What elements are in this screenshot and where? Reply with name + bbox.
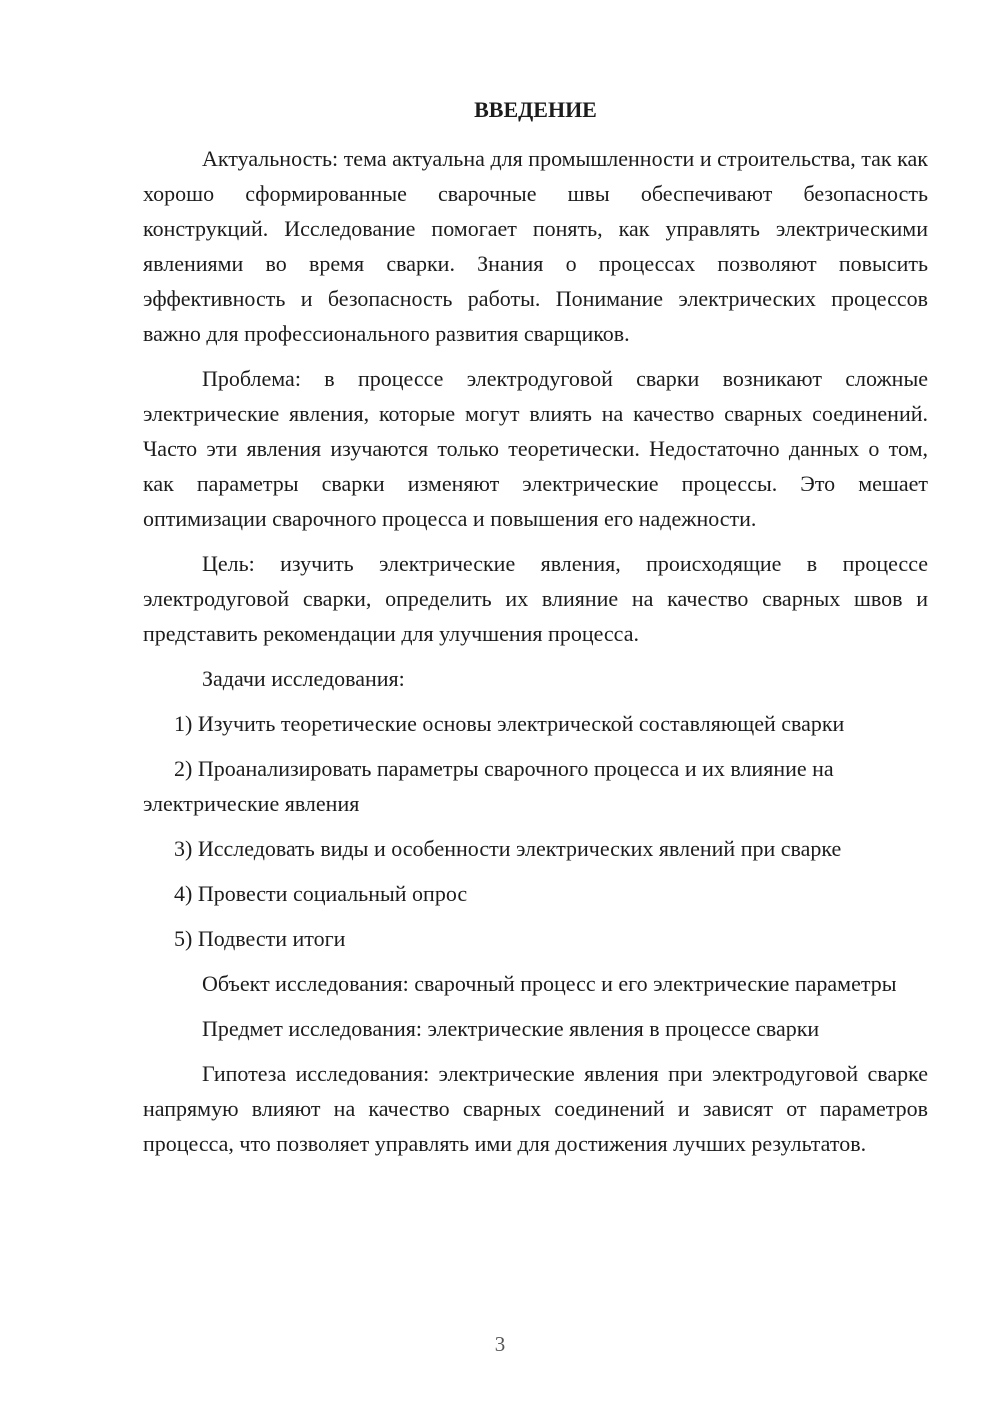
subject-paragraph: Предмет исследования: электрические явления в процессе сварки <box>202 1016 820 1041</box>
list-item: 5) Подвести итоги <box>174 926 346 951</box>
list-item: 3) Исследовать виды и особенности электрических явлений при сварке <box>174 836 842 861</box>
tasks-list <box>143 706 928 956</box>
problem-paragraph: Проблема: в процессе электродуговой сварки возникают сложные электрические явления, которые могут влиять на качество сварных соединений. Часто эти явления изучаются только теоретически. Недостаточно данных о том, как параметры сварки изменяют электрические процессы. Это мешает оптимизации сварочного процесса и повышения его надежности. <box>143 366 928 531</box>
relevance-paragraph: Актуальность: тема актуальна для промышленности и строительства, так как хорошо сформированные сварочные швы обеспечивают безопасность конструкций. Исследование помогает понять, как управлять электрическими явлениями во время сварки. Знания о процессах позволяют повысить эффективность и безопасность работы. Понимание электрических процессов важно для профессионального развития сварщиков. <box>143 146 928 346</box>
page-title: ВВЕДЕНИЕ <box>474 97 597 122</box>
document-page <box>143 95 928 1171</box>
hypothesis-paragraph: Гипотеза исследования: электрические явления при электродуговой сварке напрямую влияют на качество сварных соединений и зависят от параметров процесса, что позволяет управлять ими для достижения лучших результатов. <box>143 1061 928 1156</box>
list-item: 2) Проанализировать параметры сварочного процесса и их влияние на электрические явления <box>143 756 834 816</box>
object-paragraph: Объект исследования: сварочный процесс и его электрические параметры <box>202 971 897 996</box>
goal-paragraph: Цель: изучить электрические явления, происходящие в процессе электродуговой сварки, определить их влияние на качество сварных швов и представить рекомендации для улучшения процесса. <box>143 551 928 646</box>
list-item: 4) Провести социальный опрос <box>174 881 468 906</box>
page-number: 3 <box>494 1332 506 1356</box>
list-item: 1) Изучить теоретические основы электрической составляющей сварки <box>174 711 845 736</box>
tasks-heading: Задачи исследования: <box>202 666 405 691</box>
